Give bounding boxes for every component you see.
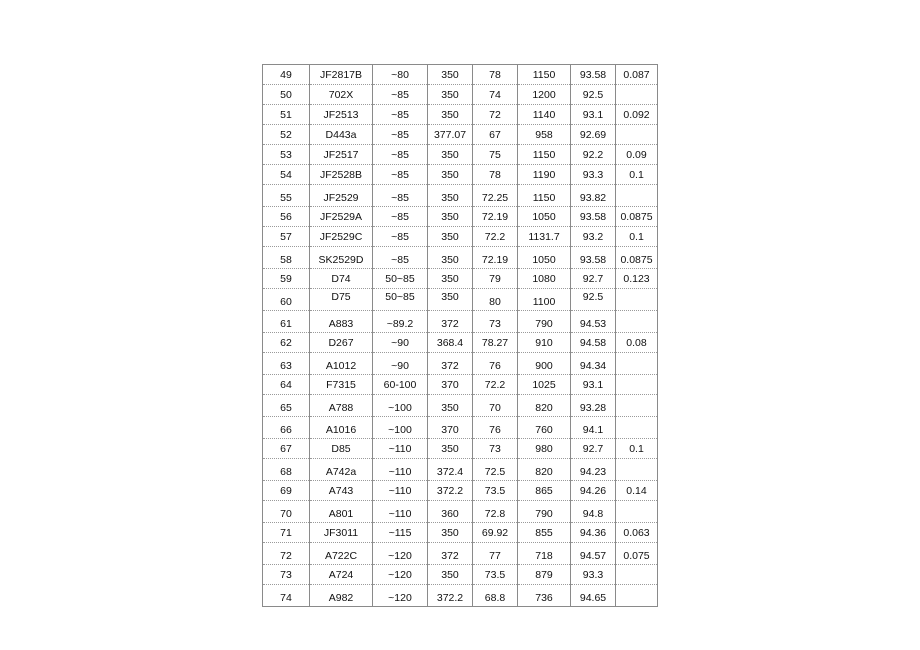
row-number-cell: 62 [263,333,310,353]
value-cell-1: 350 [428,565,473,585]
value-cell-2: 78 [473,65,518,85]
row-number-cell: 52 [263,125,310,145]
value-cell-1: 372 [428,353,473,375]
table-row [263,207,658,227]
table-row [263,165,658,185]
coefficient-cell [616,565,658,585]
value-cell-1: 368.4 [428,333,473,353]
coefficient-cell [616,353,658,375]
table-row [263,145,658,165]
value-cell-3: 790 [518,311,571,333]
range-cell: ~85 [373,247,428,269]
table-row [263,375,658,395]
row-number-cell: 60 [263,289,310,311]
value-cell-2: 70 [473,395,518,417]
table-body [263,65,658,607]
coefficient-cell: 0.1 [616,227,658,247]
value-cell-3: 1100 [518,289,571,311]
row-number-cell: 69 [263,481,310,501]
efficiency-cell: 92.5 [571,85,616,105]
table-row [263,125,658,145]
value-cell-3: 718 [518,543,571,565]
value-cell-3: 900 [518,353,571,375]
value-cell-1: 370 [428,375,473,395]
row-number-cell: 63 [263,353,310,375]
row-number-cell: 59 [263,269,310,289]
value-cell-1: 350 [428,145,473,165]
range-cell: 50~85 [373,269,428,289]
value-cell-2: 72.19 [473,247,518,269]
model-cell: JF2528B [310,165,373,185]
range-cell: ~85 [373,85,428,105]
range-cell: ~110 [373,439,428,459]
row-number-cell: 67 [263,439,310,459]
efficiency-cell: 93.2 [571,227,616,247]
model-cell: JF2517 [310,145,373,165]
coefficient-cell: 0.1 [616,439,658,459]
range-cell: ~120 [373,543,428,565]
value-cell-1: 360 [428,501,473,523]
row-number-cell: 57 [263,227,310,247]
value-cell-2: 78 [473,165,518,185]
value-cell-3: 865 [518,481,571,501]
range-cell: ~90 [373,333,428,353]
range-cell: ~90 [373,353,428,375]
value-cell-2: 73.5 [473,565,518,585]
value-cell-2: 68.8 [473,585,518,607]
range-cell: ~85 [373,165,428,185]
coefficient-cell: 0.14 [616,481,658,501]
value-cell-3: 1025 [518,375,571,395]
efficiency-cell: 94.57 [571,543,616,565]
efficiency-cell: 92.5 [571,289,616,311]
row-number-cell: 53 [263,145,310,165]
value-cell-2: 67 [473,125,518,145]
value-cell-3: 1200 [518,85,571,105]
value-cell-1: 350 [428,165,473,185]
range-cell: ~110 [373,459,428,481]
model-cell: A743 [310,481,373,501]
table-row [263,395,658,417]
row-number-cell: 70 [263,501,310,523]
coefficient-cell: 0.09 [616,145,658,165]
efficiency-cell: 94.26 [571,481,616,501]
value-cell-3: 760 [518,417,571,439]
range-cell: ~100 [373,395,428,417]
value-cell-2: 79 [473,269,518,289]
model-cell: A1016 [310,417,373,439]
efficiency-cell: 94.1 [571,417,616,439]
value-cell-1: 372.2 [428,585,473,607]
value-cell-1: 350 [428,523,473,543]
coefficient-cell: 0.1 [616,165,658,185]
efficiency-cell: 92.69 [571,125,616,145]
row-number-cell: 61 [263,311,310,333]
model-cell: A722C [310,543,373,565]
coefficient-cell [616,459,658,481]
value-cell-1: 370 [428,417,473,439]
range-cell: ~85 [373,227,428,247]
range-cell: ~120 [373,585,428,607]
table-row [263,353,658,375]
coefficient-cell [616,501,658,523]
row-number-cell: 51 [263,105,310,125]
range-cell: ~115 [373,523,428,543]
value-cell-1: 350 [428,269,473,289]
efficiency-cell: 92.7 [571,439,616,459]
coefficient-cell: 0.0875 [616,207,658,227]
value-cell-2: 72.19 [473,207,518,227]
value-cell-3: 1150 [518,65,571,85]
coefficient-cell [616,185,658,207]
row-number-cell: 50 [263,85,310,105]
range-cell: ~85 [373,207,428,227]
table-row [263,439,658,459]
value-cell-1: 372.4 [428,459,473,481]
value-cell-1: 350 [428,289,473,311]
range-cell: 50~85 [373,289,428,311]
table-row [263,247,658,269]
value-cell-3: 1050 [518,207,571,227]
row-number-cell: 73 [263,565,310,585]
model-cell: A788 [310,395,373,417]
coefficient-cell [616,375,658,395]
row-number-cell: 65 [263,395,310,417]
table-row [263,501,658,523]
coefficient-cell: 0.0875 [616,247,658,269]
table-row [263,105,658,125]
row-number-cell: 49 [263,65,310,85]
value-cell-2: 73.5 [473,481,518,501]
efficiency-cell: 93.58 [571,65,616,85]
model-cell: D74 [310,269,373,289]
efficiency-cell: 93.58 [571,207,616,227]
table-row [263,333,658,353]
coefficient-cell [616,311,658,333]
coefficient-cell [616,125,658,145]
model-cell: JF2817B [310,65,373,85]
value-cell-2: 69.92 [473,523,518,543]
model-cell: JF2529A [310,207,373,227]
value-cell-2: 74 [473,85,518,105]
value-cell-3: 790 [518,501,571,523]
model-cell: A1012 [310,353,373,375]
efficiency-cell: 94.58 [571,333,616,353]
table-row [263,65,658,85]
table-row [263,289,658,311]
efficiency-cell: 93.3 [571,165,616,185]
model-cell: JF2529 [310,185,373,207]
row-number-cell: 68 [263,459,310,481]
row-number-cell: 64 [263,375,310,395]
coefficient-cell [616,585,658,607]
value-cell-2: 76 [473,353,518,375]
value-cell-2: 72.5 [473,459,518,481]
efficiency-cell: 93.28 [571,395,616,417]
range-cell: ~85 [373,105,428,125]
value-cell-3: 879 [518,565,571,585]
row-number-cell: 54 [263,165,310,185]
table-row [263,459,658,481]
model-cell: D75 [310,289,373,311]
coefficient-cell: 0.08 [616,333,658,353]
efficiency-cell: 94.53 [571,311,616,333]
value-cell-1: 350 [428,105,473,125]
value-cell-2: 72 [473,105,518,125]
value-cell-3: 1150 [518,145,571,165]
range-cell: ~80 [373,65,428,85]
coefficient-cell [616,417,658,439]
model-cell: JF2513 [310,105,373,125]
value-cell-2: 77 [473,543,518,565]
range-cell: ~110 [373,481,428,501]
row-number-cell: 71 [263,523,310,543]
coefficient-cell [616,395,658,417]
value-cell-3: 1050 [518,247,571,269]
value-cell-1: 350 [428,395,473,417]
model-cell: 702X [310,85,373,105]
efficiency-cell: 93.1 [571,105,616,125]
coefficient-cell: 0.075 [616,543,658,565]
table-row [263,185,658,207]
range-cell: ~85 [373,185,428,207]
value-cell-3: 820 [518,395,571,417]
efficiency-cell: 93.1 [571,375,616,395]
efficiency-cell: 93.58 [571,247,616,269]
range-cell: ~89.2 [373,311,428,333]
model-cell: F7315 [310,375,373,395]
row-number-cell: 66 [263,417,310,439]
value-cell-3: 910 [518,333,571,353]
value-cell-2: 78.27 [473,333,518,353]
coefficient-cell: 0.063 [616,523,658,543]
coefficient-cell: 0.092 [616,105,658,125]
range-cell: ~110 [373,501,428,523]
table-row [263,523,658,543]
value-cell-3: 855 [518,523,571,543]
efficiency-cell: 94.23 [571,459,616,481]
model-cell: JF3011 [310,523,373,543]
value-cell-2: 72.2 [473,227,518,247]
value-cell-2: 80 [473,289,518,311]
value-cell-1: 350 [428,227,473,247]
value-cell-1: 350 [428,247,473,269]
value-cell-2: 75 [473,145,518,165]
range-cell: ~120 [373,565,428,585]
efficiency-cell: 94.65 [571,585,616,607]
model-cell: A982 [310,585,373,607]
value-cell-3: 820 [518,459,571,481]
row-number-cell: 72 [263,543,310,565]
model-cell: A801 [310,501,373,523]
model-cell: A883 [310,311,373,333]
table-row [263,543,658,565]
value-cell-3: 1131.7 [518,227,571,247]
value-cell-1: 350 [428,185,473,207]
value-cell-3: 1140 [518,105,571,125]
model-cell: A724 [310,565,373,585]
range-cell: ~85 [373,125,428,145]
table-row [263,85,658,105]
value-cell-3: 980 [518,439,571,459]
value-cell-2: 72.2 [473,375,518,395]
row-number-cell: 55 [263,185,310,207]
table-row [263,585,658,607]
value-cell-1: 350 [428,207,473,227]
table-row [263,311,658,333]
value-cell-2: 73 [473,439,518,459]
efficiency-cell: 93.82 [571,185,616,207]
data-table [262,64,658,607]
row-number-cell: 58 [263,247,310,269]
table-row [263,417,658,439]
model-cell: D267 [310,333,373,353]
value-cell-3: 958 [518,125,571,145]
value-cell-1: 372 [428,543,473,565]
model-cell: SK2529D [310,247,373,269]
value-cell-1: 372 [428,311,473,333]
coefficient-cell: 0.087 [616,65,658,85]
model-cell: A742a [310,459,373,481]
coefficient-cell [616,289,658,311]
efficiency-cell: 94.34 [571,353,616,375]
efficiency-cell: 92.2 [571,145,616,165]
value-cell-1: 350 [428,65,473,85]
value-cell-1: 350 [428,85,473,105]
row-number-cell: 56 [263,207,310,227]
value-cell-3: 1190 [518,165,571,185]
value-cell-2: 76 [473,417,518,439]
efficiency-cell: 92.7 [571,269,616,289]
model-cell: D443a [310,125,373,145]
model-cell: JF2529C [310,227,373,247]
efficiency-cell: 94.36 [571,523,616,543]
value-cell-3: 1150 [518,185,571,207]
row-number-cell: 74 [263,585,310,607]
value-cell-3: 1080 [518,269,571,289]
value-cell-2: 72.8 [473,501,518,523]
table-row [263,481,658,501]
table-row [263,227,658,247]
efficiency-cell: 94.8 [571,501,616,523]
coefficient-cell [616,85,658,105]
table-row [263,269,658,289]
value-cell-2: 73 [473,311,518,333]
table-row [263,565,658,585]
value-cell-3: 736 [518,585,571,607]
value-cell-1: 372.2 [428,481,473,501]
value-cell-2: 72.25 [473,185,518,207]
range-cell: ~85 [373,145,428,165]
range-cell: 60-100 [373,375,428,395]
value-cell-1: 350 [428,439,473,459]
efficiency-cell: 93.3 [571,565,616,585]
model-cell: D85 [310,439,373,459]
value-cell-1: 377.07 [428,125,473,145]
coefficient-cell: 0.123 [616,269,658,289]
range-cell: ~100 [373,417,428,439]
